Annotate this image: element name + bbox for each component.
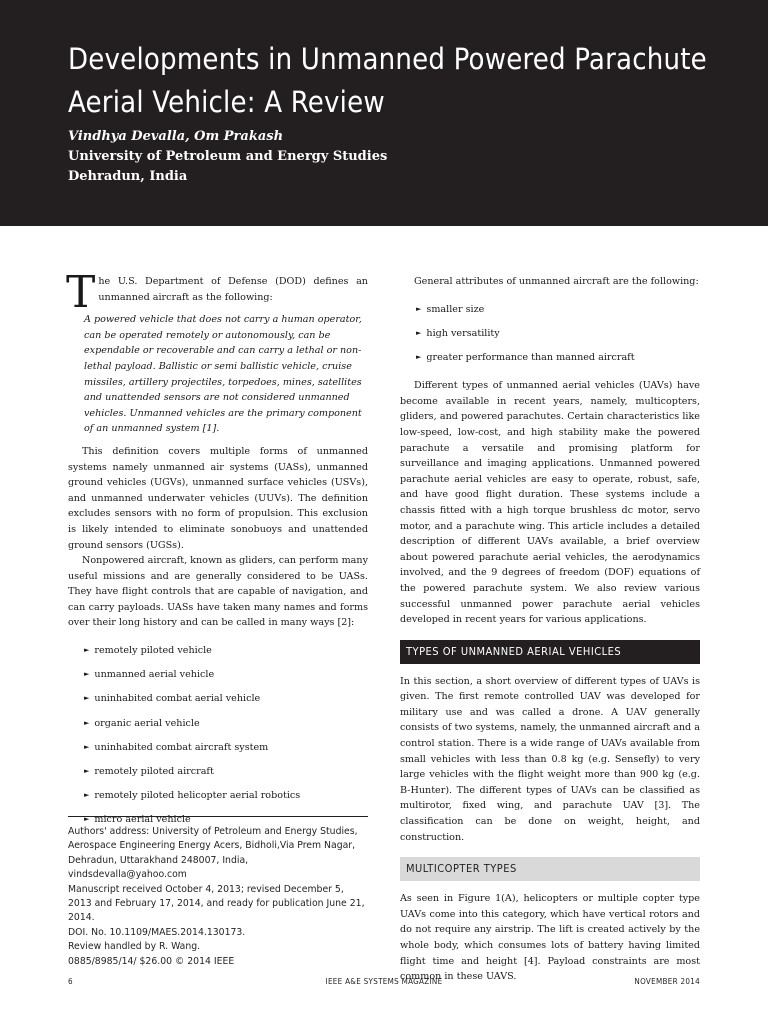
location: Dehradun, India	[68, 169, 188, 184]
bullet-icon: ►	[84, 815, 90, 824]
body-paragraph: Nonpowered aircraft, known as gliders, can perform many useful missions and are generally considered to be UASs. They have flight controls that are capable of navigation, and can carry payloads. UASs have taken many names and forms over their long history and can be called in many ways [2]:	[68, 555, 368, 629]
attributes-intro: General attributes of unmanned aircraft are the following:	[414, 276, 699, 287]
bullet-icon: ►	[416, 304, 422, 313]
article-title: Developments in Unmanned Powered Parachute Aerial Vehicle: A Review	[68, 42, 707, 119]
bullet-icon: ►	[84, 742, 90, 751]
body-paragraph: Different types of unmanned aerial vehicles (UAVs) have become available in recent years, namely, multicopters, gliders, and powered parachutes. Certain characteristics like low-speed, low-cost, and high stability make the powered parachute a versatile and promising platform for surveillance and imaging applications. Unmanned powered parachute aerial vehicles are easy to operate, robust, safe, and have good flight duration. These systems include a chassis fitted with a high torque brushless dc motor, servo motor, and a parachute wing. This article includes a detailed description of different UAVs available, a brief overview about powered parachute aerial vehicles, the aerodynamics involved, and the 9 degrees of freedom (DOF) equations of the powered parachute system. We also review various successful unmanned power parachute aerial vehicles developed in recent years for various applications.	[400, 380, 700, 626]
bullet-icon: ►	[84, 767, 90, 776]
list-item: ► remotely piloted vehicle	[84, 645, 212, 657]
list-item: ► unmanned aerial vehicle	[84, 669, 215, 681]
bullet-icon: ►	[84, 646, 90, 655]
bullet-icon: ►	[84, 718, 90, 727]
list-item: ► uninhabited combat aerial vehicle	[84, 693, 261, 705]
authors: Vindhya Devalla, Om Prakash	[68, 129, 284, 144]
body-paragraph: In this section, a short overview of different types of UAVs is given. The first remote controlled UAV was developed for military use and was called a drone. A UAV generally consists of two systems, namely, the unmanned aircraft and a control station. There is a wide range of UAVs available from small vehicles with less than 0.8 kg (e.g. Sensefly) to very large vehicles with the flight weight more than 900 kg (e.g. B-Hunter). The different types of UAVs can be classified as multirotor, fixed wing, and parachute UAV [3]. The classification can be done on weight, height, and construction.	[400, 675, 700, 843]
dod-definition-quote: A powered vehicle that does not carry a human operator, can be operated remotely or autonomously, can be expendable or recoverable and can carry a lethal or non-lethal payload. Ballistic or semi ballistic vehicle, cruise missiles, artillery projectiles, torpedoes, mines, satellites and unattended sensors are not considered unmanned vehicles. Unmanned vehicles are the primary component of an unmanned system [1].	[84, 314, 362, 435]
intro-paragraph	[66, 267, 368, 318]
doi: DOI. No. 10.1109/MAES.2014.130173.	[68, 926, 246, 938]
list-item: ► organic aerial vehicle	[84, 717, 200, 729]
title-banner	[0, 0, 768, 226]
subsection-heading: MULTICOPTER TYPES	[400, 857, 700, 881]
left-column	[66, 267, 368, 841]
bullet-icon: ►	[84, 791, 90, 800]
affiliation: University of Petroleum and Energy Studies	[68, 149, 388, 164]
intro-text: he U.S. Department of Defense (DOD) defines an unmanned aircraft as the following:	[98, 276, 368, 303]
attributes-list	[416, 298, 700, 371]
uas-names-list	[84, 639, 368, 833]
list-item: ► greater performance than manned aircraft	[416, 352, 635, 363]
page-number: 6	[68, 977, 73, 986]
bullet-icon: ►	[84, 694, 90, 703]
right-column	[400, 274, 700, 985]
issue-date: NOVEMBER 2014	[634, 977, 700, 986]
body-paragraph: This definition covers multiple forms of unmanned systems namely unmanned air systems (UASs), unmanned ground vehicles (UGVs), unmanned surface vehicles (USVs), and unmanned underwater vehicles (UUVs). The definition excludes sensors with no form of propulsion. This exclusion is likely intended to eliminate sonobuoys and unattended ground sensors (UGSs).	[68, 445, 368, 551]
drop-cap: T	[66, 267, 96, 318]
address-line: Authors' address: University of Petroleum and Energy Studies, Aerospace Engineering Energy Acers, Bidholi,Via Prem Nagar, Dehradun, Uttarakhand 248007, India, vindsdevalla@yahoo.com	[68, 826, 358, 881]
bullet-icon: ►	[416, 328, 422, 337]
copyright: 0885/8985/14/ $26.00 © 2014 IEEE	[68, 955, 235, 967]
byline	[68, 127, 387, 187]
bullet-icon: ►	[416, 353, 422, 361]
list-item: ► uninhabited combat aircraft system	[84, 741, 269, 753]
manuscript-dates: Manuscript received October 4, 2013; revised December 5, 2013 and February 17, 2014, and ready for publication June 21, 2014.	[68, 883, 365, 924]
body-paragraph: As seen in Figure 1(A), helicopters or multiple copter type UAVs come into this category, which have vertical rotors and do not require any airstrip. The lift is created actively by the whole body, which consumes lots of battery having limited flight time and height [4]. Payload constraints are most common in these UAVS.	[400, 893, 700, 983]
list-item: ► remotely piloted helicopter aerial robotics	[84, 790, 301, 802]
section-heading: TYPES OF UNMANNED AERIAL VEHICLES	[400, 640, 700, 664]
review-editor: Review handled by R. Wang.	[68, 941, 201, 953]
journal-name: IEEE A&E SYSTEMS MAGAZINE	[325, 977, 443, 986]
list-item: ► micro aerial vehicle	[84, 814, 191, 826]
bullet-icon: ►	[84, 670, 90, 679]
list-item: ► remotely piloted aircraft	[84, 766, 214, 778]
list-item: ► smaller size	[416, 303, 485, 315]
list-item: ► high versatility	[416, 327, 500, 339]
author-address-note	[68, 816, 368, 969]
